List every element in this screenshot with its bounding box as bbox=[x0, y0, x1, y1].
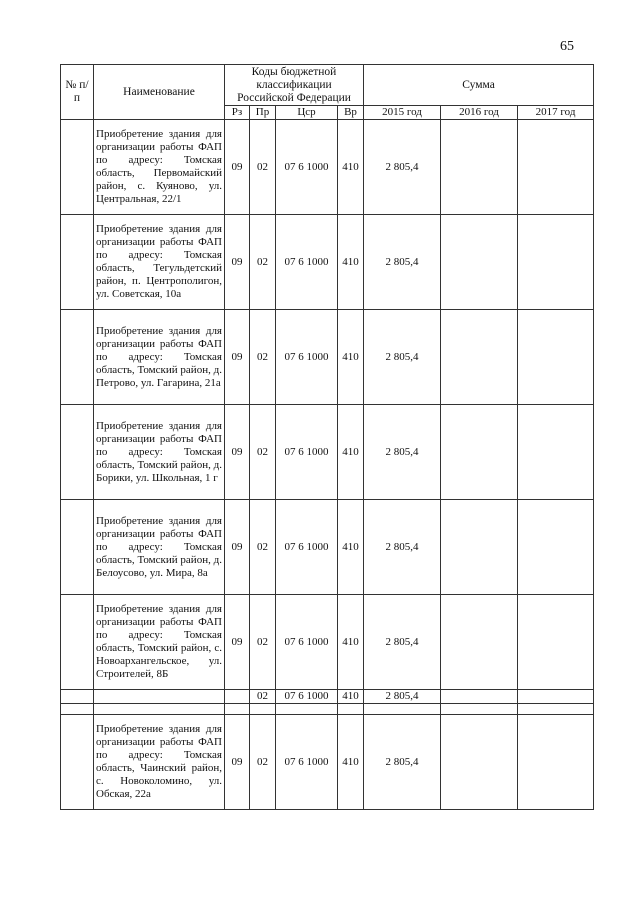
row-vr: 410 bbox=[338, 595, 364, 690]
row-2016 bbox=[441, 405, 518, 500]
row-2016 bbox=[441, 310, 518, 405]
row-csr: 07 6 1000 bbox=[276, 120, 338, 215]
row-2015: 2 805,4 bbox=[364, 405, 441, 500]
row-2017 bbox=[518, 715, 594, 810]
row-rz: 09 bbox=[225, 595, 250, 690]
row-num bbox=[61, 690, 94, 704]
row-csr: 07 6 1000 bbox=[276, 215, 338, 310]
row-csr: 07 6 1000 bbox=[276, 715, 338, 810]
header-rz: Рз bbox=[225, 106, 250, 120]
row-pr: 02 bbox=[250, 595, 276, 690]
row-2016 bbox=[441, 120, 518, 215]
table-gap-row bbox=[61, 704, 594, 715]
row-num bbox=[61, 310, 94, 405]
header-sum: Сумма bbox=[364, 65, 594, 106]
gap-cell bbox=[276, 704, 338, 715]
row-name: Приобретение здания для организации работы ФАП по адресу: Томская область, Тегульдетский район, п. Центрополигон, ул. Советская, 10а bbox=[94, 215, 225, 310]
row-2017 bbox=[518, 310, 594, 405]
row-2015: 2 805,4 bbox=[364, 120, 441, 215]
gap-cell bbox=[441, 704, 518, 715]
gap-cell bbox=[61, 704, 94, 715]
row-vr: 410 bbox=[338, 715, 364, 810]
row-name: Приобретение здания для организации работы ФАП по адресу: Томская область, Томский район, д. Петрово, ул. Гагарина, 21а bbox=[94, 310, 225, 405]
page-number: 65 bbox=[560, 39, 574, 54]
row-csr: 07 6 1000 bbox=[276, 310, 338, 405]
row-name: Приобретение здания для организации работы ФАП по адресу: Томская область, Чаинский район, с. Новоколомино, ул. Обская, 22а bbox=[94, 715, 225, 810]
row-vr: 410 bbox=[338, 310, 364, 405]
row-rz: 09 bbox=[225, 120, 250, 215]
row-rz: 09 bbox=[225, 215, 250, 310]
header-csr: Цср bbox=[276, 106, 338, 120]
row-rz: 09 bbox=[225, 715, 250, 810]
row-name: Приобретение здания для организации работы ФАП по адресу: Томская область, Томский район, с. Новоархангельское, ул. Строителей, 8Б bbox=[94, 595, 225, 690]
row-name: Приобретение здания для организации работы ФАП по адресу: Томская область, Томский район, д. Борики, ул. Школьная, 1 г bbox=[94, 405, 225, 500]
table-row bbox=[61, 405, 594, 500]
row-num bbox=[61, 215, 94, 310]
row-vr: 410 bbox=[338, 120, 364, 215]
row-num bbox=[61, 120, 94, 215]
row-csr: 07 6 1000 bbox=[276, 500, 338, 595]
table-row bbox=[61, 120, 594, 215]
gap-cell bbox=[250, 704, 276, 715]
row-name: Приобретение здания для организации работы ФАП по адресу: Томская область, Томский район, д. Белоусово, ул. Мира, 8а bbox=[94, 500, 225, 595]
row-num bbox=[61, 595, 94, 690]
row-rz: 09 bbox=[225, 500, 250, 595]
header-2017: 2017 год bbox=[518, 106, 594, 120]
gap-cell bbox=[518, 704, 594, 715]
row-2017 bbox=[518, 500, 594, 595]
row-num bbox=[61, 715, 94, 810]
row-pr: 02 bbox=[250, 215, 276, 310]
row-pr: 02 bbox=[250, 715, 276, 810]
row-csr: 07 6 1000 bbox=[276, 405, 338, 500]
row-csr: 07 6 1000 bbox=[276, 595, 338, 690]
table-row bbox=[61, 690, 594, 704]
header-vr: Вр bbox=[338, 106, 364, 120]
header-codes: Коды бюджетной классификации Российской Федерации bbox=[225, 65, 364, 106]
row-2017 bbox=[518, 405, 594, 500]
row-2017 bbox=[518, 120, 594, 215]
row-rz: 09 bbox=[225, 405, 250, 500]
row-2016 bbox=[441, 690, 518, 704]
row-2015: 2 805,4 bbox=[364, 595, 441, 690]
table-body bbox=[61, 120, 594, 810]
row-pr: 02 bbox=[250, 500, 276, 595]
row-vr: 410 bbox=[338, 215, 364, 310]
row-rz bbox=[225, 690, 250, 704]
row-2015: 2 805,4 bbox=[364, 500, 441, 595]
header-2015: 2015 год bbox=[364, 106, 441, 120]
row-vr: 410 bbox=[338, 690, 364, 704]
row-2016 bbox=[441, 500, 518, 595]
row-num bbox=[61, 500, 94, 595]
header-num: № п/п bbox=[61, 65, 94, 120]
row-vr: 410 bbox=[338, 500, 364, 595]
row-2017 bbox=[518, 595, 594, 690]
table-row bbox=[61, 500, 594, 595]
row-pr: 02 bbox=[250, 405, 276, 500]
gap-cell bbox=[94, 704, 225, 715]
row-pr: 02 bbox=[250, 310, 276, 405]
row-2017 bbox=[518, 215, 594, 310]
gap-cell bbox=[225, 704, 250, 715]
gap-cell bbox=[364, 704, 441, 715]
gap-cell bbox=[338, 704, 364, 715]
row-vr: 410 bbox=[338, 405, 364, 500]
table-row bbox=[61, 310, 594, 405]
header-2016: 2016 год bbox=[441, 106, 518, 120]
row-2015: 2 805,4 bbox=[364, 310, 441, 405]
row-csr: 07 6 1000 bbox=[276, 690, 338, 704]
row-2017 bbox=[518, 690, 594, 704]
table-row bbox=[61, 715, 594, 810]
row-2016 bbox=[441, 215, 518, 310]
budget-table bbox=[60, 64, 594, 810]
row-name bbox=[94, 690, 225, 704]
row-pr: 02 bbox=[250, 120, 276, 215]
row-pr: 02 bbox=[250, 690, 276, 704]
row-2016 bbox=[441, 595, 518, 690]
row-2015: 2 805,4 bbox=[364, 690, 441, 704]
row-2015: 2 805,4 bbox=[364, 715, 441, 810]
row-rz: 09 bbox=[225, 310, 250, 405]
row-num bbox=[61, 405, 94, 500]
row-2016 bbox=[441, 715, 518, 810]
row-2015: 2 805,4 bbox=[364, 215, 441, 310]
table-row bbox=[61, 595, 594, 690]
table-row bbox=[61, 215, 594, 310]
header-pr: Пр bbox=[250, 106, 276, 120]
header-name: Наименование bbox=[94, 65, 225, 120]
row-name: Приобретение здания для организации работы ФАП по адресу: Томская область, Первомайский район, с. Куяново, ул. Центральная, 22/1 bbox=[94, 120, 225, 215]
